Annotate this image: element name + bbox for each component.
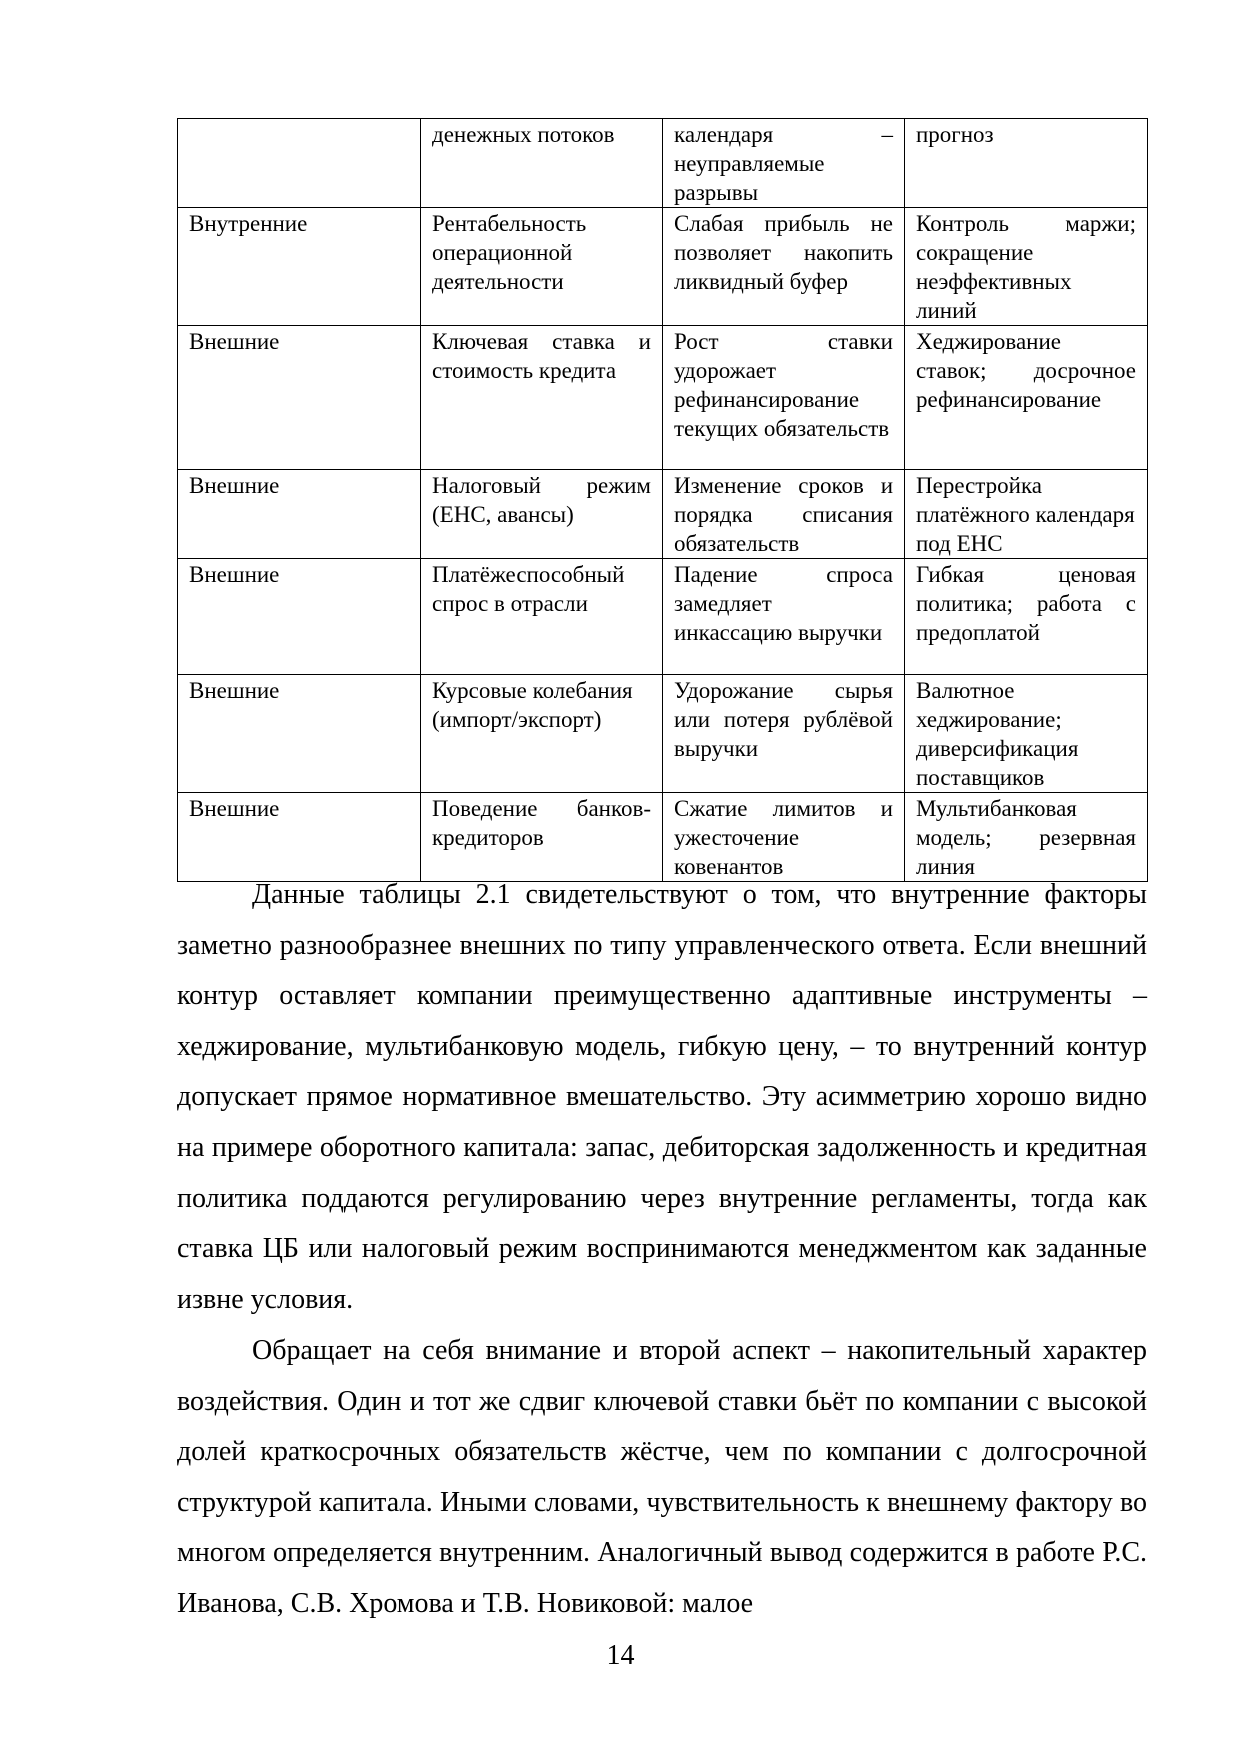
table-row <box>178 208 1148 326</box>
table-cell: Сжатие лимитов и ужесточение ковенантов <box>663 793 905 882</box>
table-cell: Валютное хеджирование; диверсификация поставщиков <box>905 675 1148 793</box>
table-cell: Внешние <box>178 470 421 559</box>
table-cell: Хеджирование ставок; досрочное рефинансирование <box>905 326 1148 470</box>
table-cell: Курсовые колебания (импорт/экспорт) <box>421 675 663 793</box>
table-row <box>178 675 1148 793</box>
table-cell: Удорожание сырья или потеря рублёвой выручки <box>663 675 905 793</box>
table-cell: Платёжеспособный спрос в отрасли <box>421 559 663 675</box>
table-row <box>178 326 1148 470</box>
table-cell: Гибкая ценовая политика; работа с предоплатой <box>905 559 1148 675</box>
table-cell: Внешние <box>178 326 421 470</box>
table-row <box>178 559 1148 675</box>
table-cell: Поведение банков-кредиторов <box>421 793 663 882</box>
table-cell: Рост ставки удорожает рефинансирование текущих обязательств <box>663 326 905 470</box>
table-cell <box>178 119 421 208</box>
table-row <box>178 119 1148 208</box>
paragraph-text: Обращает на себя внимание и второй аспект – накопительный характер воздействия. Один и тот же сдвиг ключевой ставки бьёт по компании с высокой долей краткосрочных обязательств жёстче, чем по компании с долгосрочной структурой капитала. Иными словами, чувствительность к внешнему фактору во многом определяется внутренним. Аналогичный вывод содержится в работе Р.С. Иванова, С.В. Хромова и Т.В. Новиковой: малое <box>177 1335 1147 1619</box>
table-cell: Падение спроса замедляет инкассацию выручки <box>663 559 905 675</box>
table-cell: Внешние <box>178 559 421 675</box>
table-cell: Рентабельность операционной деятельности <box>421 208 663 326</box>
table-cell: денежных потоков <box>421 119 663 208</box>
table-cell: Изменение сроков и порядка списания обязательств <box>663 470 905 559</box>
paragraph-text: Данные таблицы 2.1 свидетельствуют о том, что внутренние факторы заметно разнообразнее внешних по типу управленческого ответа. Если внешний контур оставляет компании преимущественно адаптивные инструменты – хеджирование, мультибанковую модель, гибкую цену, – то внутренний контур допускает прямое нормативное вмешательство. Эту асимметрию хорошо видно на примере оборотного капитала: запас, дебиторская задолженность и кредитная политика поддаются регулированию через внутренние регламенты, тогда как ставка ЦБ или налоговый режим воспринимаются менеджментом как заданные извне условия. <box>177 879 1147 1315</box>
table-cell: Ключевая ставка и стоимость кредита <box>421 326 663 470</box>
table-cell: Перестройка платёжного календаря под ЕНС <box>905 470 1148 559</box>
table-cell: Внутренние <box>178 208 421 326</box>
body-paragraph <box>177 1326 1147 1630</box>
table-cell: Налоговый режим (ЕНС, авансы) <box>421 470 663 559</box>
table-row <box>178 470 1148 559</box>
table-cell: Внешние <box>178 793 421 882</box>
table-row <box>178 793 1148 882</box>
table-cell: прогноз <box>905 119 1148 208</box>
table-cell: Внешние <box>178 675 421 793</box>
page-number: 14 <box>606 1640 635 1671</box>
table-cell: Контроль маржи; сокращение неэффективных линий <box>905 208 1148 326</box>
table-cell: Мультибанковая модель; резервная линия <box>905 793 1148 882</box>
factors-table <box>177 118 1148 882</box>
table-cell: календаря – неуправляемые разрывы <box>663 119 905 208</box>
table-cell: Слабая прибыль не позволяет накопить ликвидный буфер <box>663 208 905 326</box>
body-paragraph <box>177 870 1147 1325</box>
